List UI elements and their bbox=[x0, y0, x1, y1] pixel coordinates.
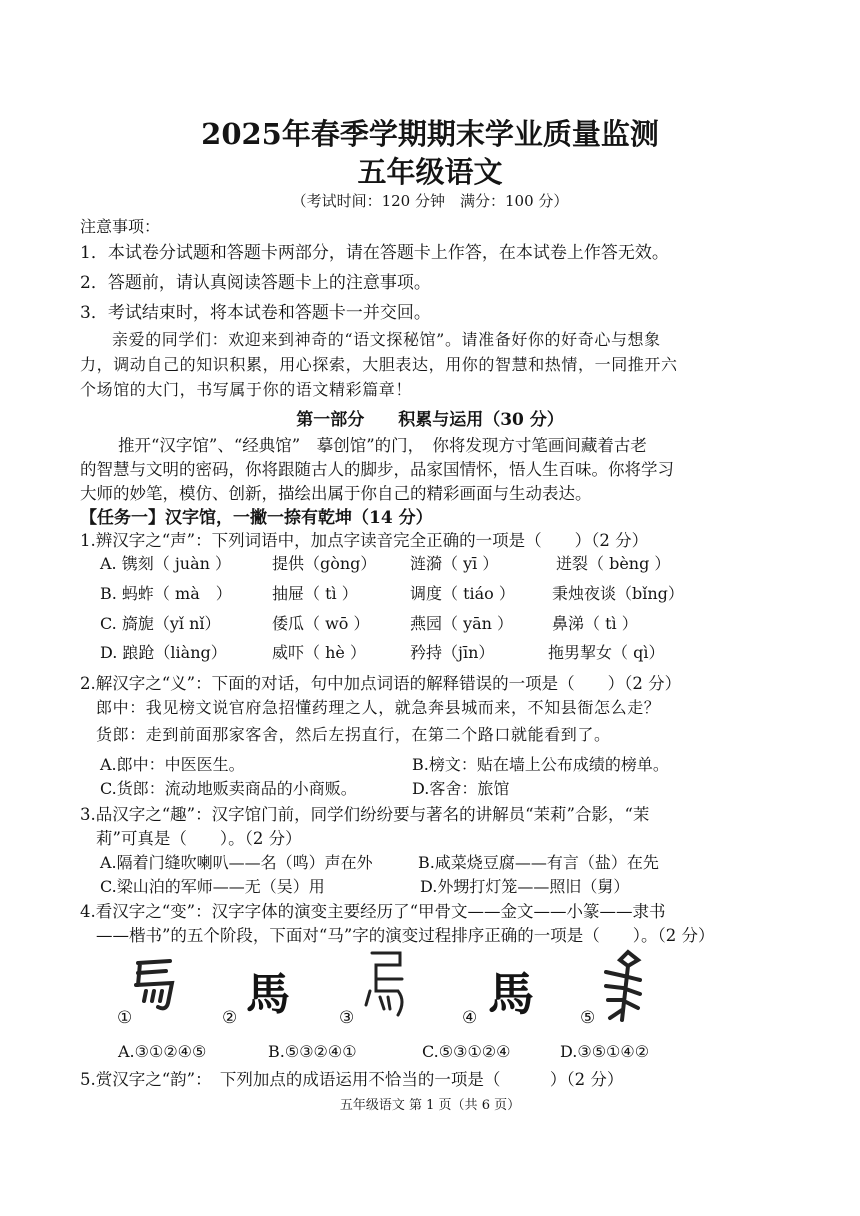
exam-info: （考试时间：120 分钟 满分：100 分） bbox=[291, 192, 569, 210]
notice-heading: 注意事项： bbox=[80, 217, 161, 236]
horse-glyph-label-2: ② bbox=[222, 1008, 238, 1028]
q4-stem-1: 4.看汉字之“变”：汉字字体的演变主要经历了“甲骨文——金文——小篆——隶书 bbox=[80, 902, 666, 921]
horse-glyph-1-image bbox=[128, 955, 186, 1017]
horse-glyph-label-4: ④ bbox=[462, 1008, 478, 1028]
exam-subject: 五年级语文 bbox=[357, 155, 503, 189]
q1-b-3: 调度（ tiáo ） bbox=[410, 584, 515, 603]
horse-glyph-label-5: ⑤ bbox=[580, 1008, 596, 1028]
q4-option-c: C.⑤③①②④ bbox=[422, 1042, 511, 1061]
q3-stem-1: 3.品汉字之“趣”：汉字馆门前，同学们纷纷要与著名的讲解员“茉莉”合影，“茉 bbox=[80, 805, 650, 824]
horse-glyph-5-image bbox=[598, 948, 646, 1024]
q2-stem: 2.解汉字之“义”：下面的对话，句中加点词语的解释错误的一项是（ ）（2 分） bbox=[80, 674, 682, 693]
q4-option-b: B.⑤③②④① bbox=[268, 1042, 357, 1061]
q2-dialog-1: 郎中：我见榜文说官府急招懂药理之人，就急奔县城而来，不知县衙怎么走？ bbox=[96, 698, 661, 717]
part1-title: 第一部分 积累与运用（30 分） bbox=[296, 410, 564, 430]
intro-line-2: 力，调动自己的知识积累，用心探索，大胆表达，用你的智慧和热情，一同推开六 bbox=[80, 355, 678, 374]
q3-option-b: B.咸菜烧豆腐——有言（盐）在先 bbox=[418, 853, 659, 872]
q4-stem-2: ——楷书”的五个阶段，下面对“马”字的演变过程排序正确的一项是（ ）。（2 分） bbox=[96, 926, 715, 945]
page-footer: 五年级语文 第 1 页（共 6 页） bbox=[339, 1098, 521, 1113]
q1-d-3: 矜持（jīn） bbox=[410, 643, 495, 662]
q3-option-c: C.梁山泊的军师——无（吴）用 bbox=[100, 877, 325, 896]
q1-c-4: 鼻涕（ tì ） bbox=[552, 614, 638, 633]
q5-stem: 5.赏汉字之“韵”： 下列加点的成语运用不恰当的一项是（ ）（2 分） bbox=[80, 1070, 624, 1089]
horse-glyph-label-1: ① bbox=[117, 1008, 133, 1028]
q1-c-2: 倭瓜（ wō ） bbox=[272, 614, 370, 633]
horse-glyph-label-3: ③ bbox=[339, 1008, 355, 1028]
q1-c-1: C. 旖旎（yǐ nǐ） bbox=[100, 614, 221, 633]
part1-intro-3: 大师的妙笔，模仿、创新，描绘出属于你自己的精彩画面与生动表达。 bbox=[80, 484, 592, 503]
q1-d-4: 拖男挈女（ qì） bbox=[548, 643, 665, 662]
q4-option-d: D.③⑤①④② bbox=[560, 1042, 650, 1061]
intro-line-3: 个场馆的大门，书写属于你的语文精彩篇章！ bbox=[80, 380, 413, 399]
q1-a-4: 迸裂（ bèng ） bbox=[556, 554, 671, 573]
q1-b-4: 秉烛夜谈（bǐng） bbox=[552, 584, 684, 603]
notice-item-1: 1．本试卷分试题和答题卡两部分，请在答题卡上作答，在本试卷上作答无效。 bbox=[80, 243, 669, 263]
task1-heading: 【任务一】汉字馆，一撇一捺有乾坤（14 分） bbox=[80, 508, 433, 528]
q3-option-d: D.外甥打灯笼——照旧（舅） bbox=[420, 877, 630, 896]
notice-item-2: 2．答题前，请认真阅读答题卡上的注意事项。 bbox=[80, 273, 431, 293]
horse-glyph-4-text: 馬 bbox=[488, 967, 534, 1021]
q1-d-2: 威吓（ hè ） bbox=[272, 643, 366, 662]
q1-b-1: B. 蚂蚱（ mà ） bbox=[100, 584, 232, 603]
part1-intro-2: 的智慧与文明的密码，你将跟随古人的脚步，品家国情怀，悟人生百味。你将学习 bbox=[80, 460, 674, 479]
q2-dialog-2: 货郎：走到前面那家客舍，然后左拐直行，在第二个路口就能看到了。 bbox=[96, 725, 611, 744]
q4-option-a: A.③①②④⑤ bbox=[118, 1042, 207, 1061]
q2-option-b: B.榜文：贴在墙上公布成绩的榜单。 bbox=[412, 755, 669, 774]
q1-stem: 1.辨汉字之“声”：下列词语中，加点字读音完全正确的一项是（ ）（2 分） bbox=[80, 531, 649, 550]
horse-glyph-3-image bbox=[362, 945, 412, 1025]
q2-option-a: A.郎中：中医医生。 bbox=[100, 755, 245, 774]
q1-a-3: 涟漪（ yī ） bbox=[410, 554, 499, 573]
horse-glyph-2-text: 馬 bbox=[246, 969, 290, 1020]
q1-d-1: D. 踉跄（liàng） bbox=[100, 643, 227, 662]
q1-b-2: 抽屉（ tì ） bbox=[272, 584, 358, 603]
q1-c-3: 燕园（ yān ） bbox=[410, 614, 514, 633]
q1-a-1: A. 镌刻（ juàn ） bbox=[100, 554, 232, 573]
q1-a-2: 提供（gòng） bbox=[272, 554, 377, 573]
q3-stem-2: 莉”可真是（ ）。（2 分） bbox=[96, 829, 302, 848]
intro-line-1: 亲爱的同学们：欢迎来到神奇的“语文探秘馆”。请准备好你的好奇心与想象 bbox=[112, 330, 661, 349]
part1-intro-1: 推开“汉字馆”、“经典馆” 摹创馆”的门， 你将发现方寸笔画间藏着古老 bbox=[118, 436, 647, 455]
q2-option-d: D.客舍：旅馆 bbox=[412, 779, 510, 798]
notice-item-3: 3．考试结束时，将本试卷和答题卡一并交回。 bbox=[80, 303, 431, 323]
exam-title: 2025年春季学期期末学业质量监测 bbox=[201, 117, 659, 151]
q2-option-c: C.货郎：流动地贩卖商品的小商贩。 bbox=[100, 779, 357, 798]
q3-option-a: A.隔着门缝吹喇叭——名（鸣）声在外 bbox=[100, 853, 373, 872]
